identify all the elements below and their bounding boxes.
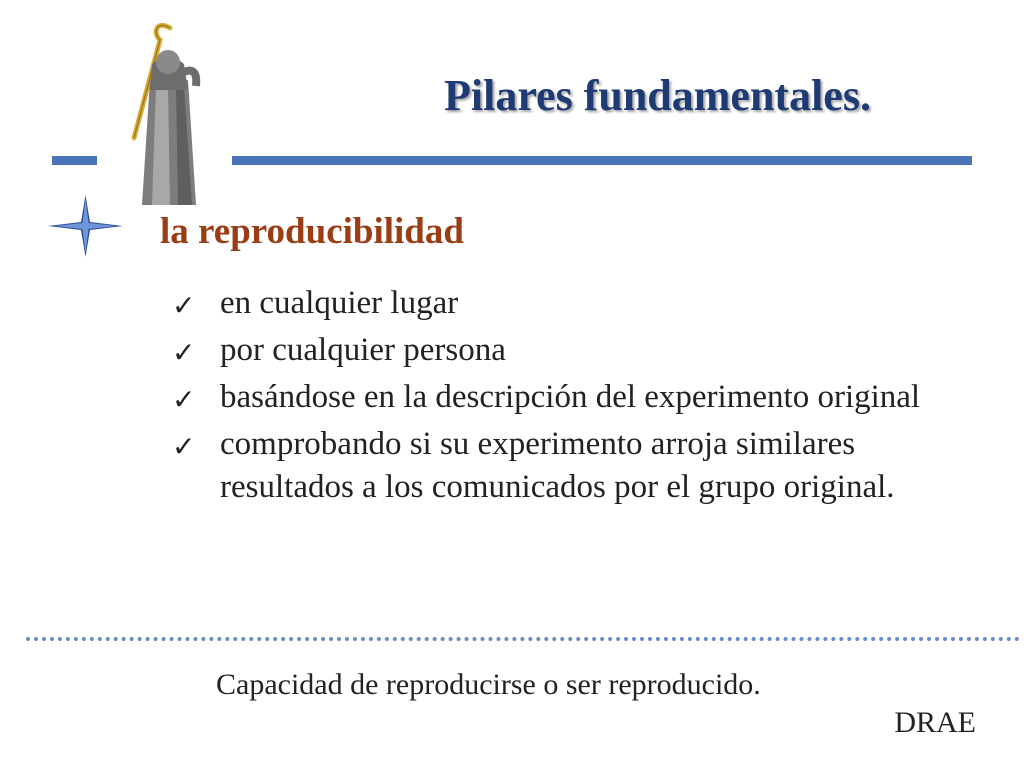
four-point-star-icon bbox=[48, 195, 123, 257]
definition-source: DRAE bbox=[894, 706, 976, 739]
checkmark-icon: ✓ bbox=[172, 289, 196, 322]
monk-illustration bbox=[112, 20, 222, 210]
list-item-text: en cualquier lugar bbox=[220, 285, 459, 321]
checkmark-icon: ✓ bbox=[172, 336, 196, 369]
title-rule-right bbox=[232, 156, 972, 165]
list-item bbox=[172, 282, 972, 325]
slide-title: Pilares fundamentales. bbox=[444, 71, 871, 120]
checkmark-icon: ✓ bbox=[172, 383, 196, 416]
list-item bbox=[172, 376, 972, 419]
dotted-divider bbox=[26, 637, 1020, 641]
section-heading: la reproducibilidad bbox=[160, 211, 464, 252]
list-item bbox=[172, 423, 972, 509]
list-item-text: comprobando si su experimento arroja similares resultados a los comunicados por el grupo original. bbox=[220, 426, 895, 505]
list-item bbox=[172, 329, 972, 372]
title-rule-left bbox=[52, 156, 97, 165]
definition-text: Capacidad de reproducirse o ser reproducido. bbox=[216, 668, 761, 701]
checkmark-icon: ✓ bbox=[172, 430, 196, 463]
list-item-text: basándose en la descripción del experimento original bbox=[220, 379, 921, 415]
bullet-list bbox=[172, 282, 972, 513]
list-item-text: por cualquier persona bbox=[220, 332, 506, 368]
